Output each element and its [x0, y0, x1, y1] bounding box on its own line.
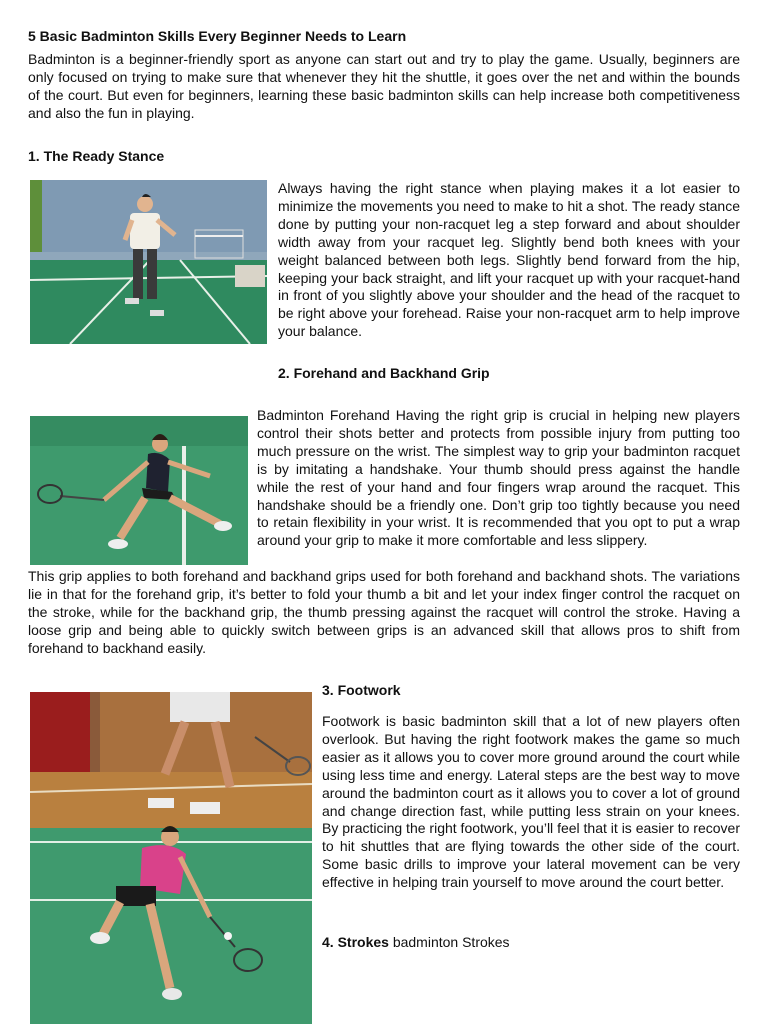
page-title: 5 Basic Badminton Skills Every Beginner Needs to Learn [28, 28, 407, 44]
section-heading-footwork: 3. Footwork [322, 682, 401, 698]
intro-paragraph: Badminton is a beginner-friendly sport as anyone can start out and try to play the game. Usually, beginners are only focused on trying to make sure that whenever they hit the shuttle, it goes over the net and within the bounds of the court. But even for beginners, learning these basic badminton skills can help increase both competitiveness and also the fun in playing. [28, 51, 740, 121]
footwork-photo [30, 692, 312, 1024]
footwork-text: Footwork is basic badminton skill that a lot of new players often overlook. But having the right footwork makes the game so much easier as it allows you to cover more ground around the court while using less time and energy. Lateral steps are the best way to move around the badminton court as it allows you to cover a lot of ground and change direction fast, while putting less strain on your knees. By practicing the right footwork, you’ll feel that it is easier to recover to hit shuttles that are flying towards the other side of the court. Some basic drills to improve your lateral movement can be very effective in helping train yourself to move around the court better. [322, 713, 740, 891]
section-heading-ready-stance: 1. The Ready Stance [28, 148, 165, 164]
grip-text: Badminton Forehand Having the right grip is crucial in helping new players control their shots better and protects from possible injury from putting too much pressure on the wrist. The simplest way to grip your badminton racquet is by imitating a handshake. Your thumb should press against the handle while the rest of your hand and four fingers wrap around the racquet. This handshake should be a friendly one. Don’t grip too tightly because you need to retain flexibility in your wrist. It is recommended that you opt to put a wrap around your grip to make it more comfortable and less slippery. [257, 407, 740, 549]
ready-stance-photo [30, 180, 267, 344]
grip-text-continued: This grip applies to both forehand and backhand grips used for both forehand and backhand shots. The variations lie in that for the forehand grip, it’s better to fold your thumb a bit and let your index finger control the racquet on the stroke, while for the backhand grip, the thumb pressing against the racquet will control the stroke. Having a loose grip and being able to quickly switch between grips is an advanced skill that allows pros to shift from forehand to backhand easily. [28, 568, 740, 656]
strokes-heading: 4. Strokes [322, 934, 389, 950]
section-heading-grip: 2. Forehand and Backhand Grip [278, 365, 490, 381]
forehand-grip-photo [30, 416, 248, 565]
section-heading-strokes [322, 934, 740, 952]
ready-stance-text: Always having the right stance when playing makes it a lot easier to minimize the movements you need to make to hit a shot. The ready stance done by putting your non-racquet leg a step forward and about shoulder width away from your racquet leg. Slightly bend both knees with your weight balanced between both legs. Slightly bend forward from the hip, keeping your back straight, and lift your racquet up with your racquet-hand in front of you slightly above your shoulder and the head of the racquet to be right above your forehead. Raise your non-racquet arm to help improve your balance. [278, 180, 740, 340]
strokes-caption: badminton Strokes [392, 934, 510, 950]
